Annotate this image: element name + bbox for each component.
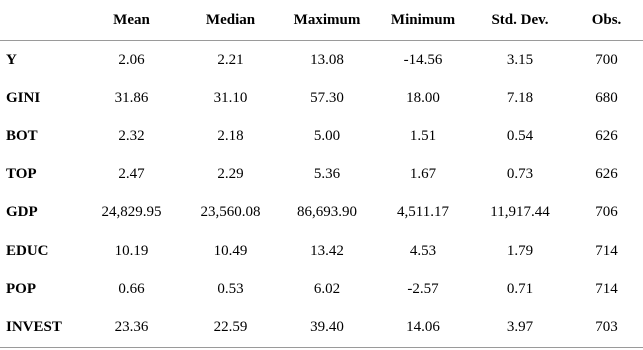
header-cell-maximum: Maximum	[278, 0, 376, 41]
cell-median: 2.29	[217, 166, 244, 183]
cell-minimum: 1.51	[409, 127, 437, 144]
cell-median: 22.59	[183, 308, 278, 347]
cell-median: 10.49	[213, 242, 248, 259]
table-row	[0, 156, 643, 194]
cell-maximum: 39.40	[278, 308, 376, 347]
cell-minimum: 4.53	[409, 242, 437, 259]
cell-maximum: 57.30	[310, 89, 344, 106]
header-cell-minimum: Minimum	[376, 0, 470, 41]
cell-obs: 703	[570, 308, 643, 347]
cell-std-dev: 7.18	[506, 89, 534, 106]
cell-std-dev: 3.15	[506, 51, 534, 68]
cell-mean: 2.32	[118, 127, 145, 144]
cell-maximum: 13.08	[310, 51, 344, 68]
cell-std-dev: 0.71	[506, 280, 534, 297]
header-cell-variable	[0, 0, 80, 41]
table-header	[0, 0, 643, 41]
table-row	[0, 194, 643, 232]
cell-mean: 2.47	[118, 166, 145, 183]
cell-median: 31.10	[213, 89, 248, 106]
row-variable-name: INVEST	[0, 308, 80, 347]
header-row	[0, 0, 643, 41]
row-variable-name: POP	[6, 280, 36, 297]
cell-obs: 626	[595, 127, 618, 144]
cell-minimum: 4,511.17	[397, 204, 449, 221]
row-variable-name: TOP	[6, 166, 37, 183]
cell-obs: 714	[595, 242, 618, 259]
cell-mean: 24,829.95	[101, 204, 162, 221]
table-body	[0, 41, 643, 348]
row-variable-name: Y	[6, 51, 17, 68]
cell-mean: 0.66	[118, 280, 145, 297]
cell-maximum: 86,693.90	[297, 204, 357, 221]
cell-maximum: 6.02	[313, 280, 341, 297]
cell-maximum: 5.36	[313, 166, 341, 183]
cell-std-dev: 11,917.44	[490, 204, 550, 221]
table-row	[0, 270, 643, 308]
cell-mean: 23.36	[80, 308, 183, 347]
cell-median: 2.18	[217, 127, 244, 144]
cell-minimum: 18.00	[406, 89, 440, 106]
cell-obs: 680	[595, 89, 618, 106]
cell-median: 2.21	[217, 51, 244, 68]
table-row	[0, 41, 643, 80]
cell-median: 23,560.08	[200, 204, 261, 221]
header-cell-std-dev: Std. Dev.	[470, 0, 570, 41]
cell-obs: 714	[595, 280, 618, 297]
cell-minimum: -2.57	[407, 280, 439, 297]
cell-minimum: 14.06	[376, 308, 470, 347]
header-cell-obs: Obs.	[570, 0, 643, 41]
cell-maximum: 13.42	[310, 242, 344, 259]
row-variable-name: EDUC	[6, 242, 49, 259]
header-cell-mean: Mean	[80, 0, 183, 41]
row-variable-name: GINI	[6, 89, 41, 106]
cell-mean: 10.19	[114, 242, 149, 259]
header-cell-median: Median	[183, 0, 278, 41]
cell-obs: 700	[595, 51, 618, 68]
cell-mean: 31.86	[114, 89, 149, 106]
table-row	[0, 232, 643, 270]
cell-maximum: 5.00	[313, 127, 341, 144]
cell-minimum: -14.56	[403, 51, 443, 68]
cell-median: 0.53	[217, 280, 244, 297]
cell-std-dev: 3.97	[470, 308, 570, 347]
row-variable-name: BOT	[6, 127, 38, 144]
row-variable-name: GDP	[6, 204, 38, 221]
cell-minimum: 1.67	[409, 166, 437, 183]
table-row	[0, 117, 643, 155]
cell-std-dev: 0.73	[506, 166, 534, 183]
cell-obs: 706	[595, 204, 618, 221]
cell-std-dev: 1.79	[506, 242, 534, 259]
cell-std-dev: 0.54	[506, 127, 534, 144]
cell-obs: 626	[595, 166, 618, 183]
table-row	[0, 79, 643, 117]
table-row	[0, 308, 643, 347]
cell-mean: 2.06	[118, 51, 145, 68]
